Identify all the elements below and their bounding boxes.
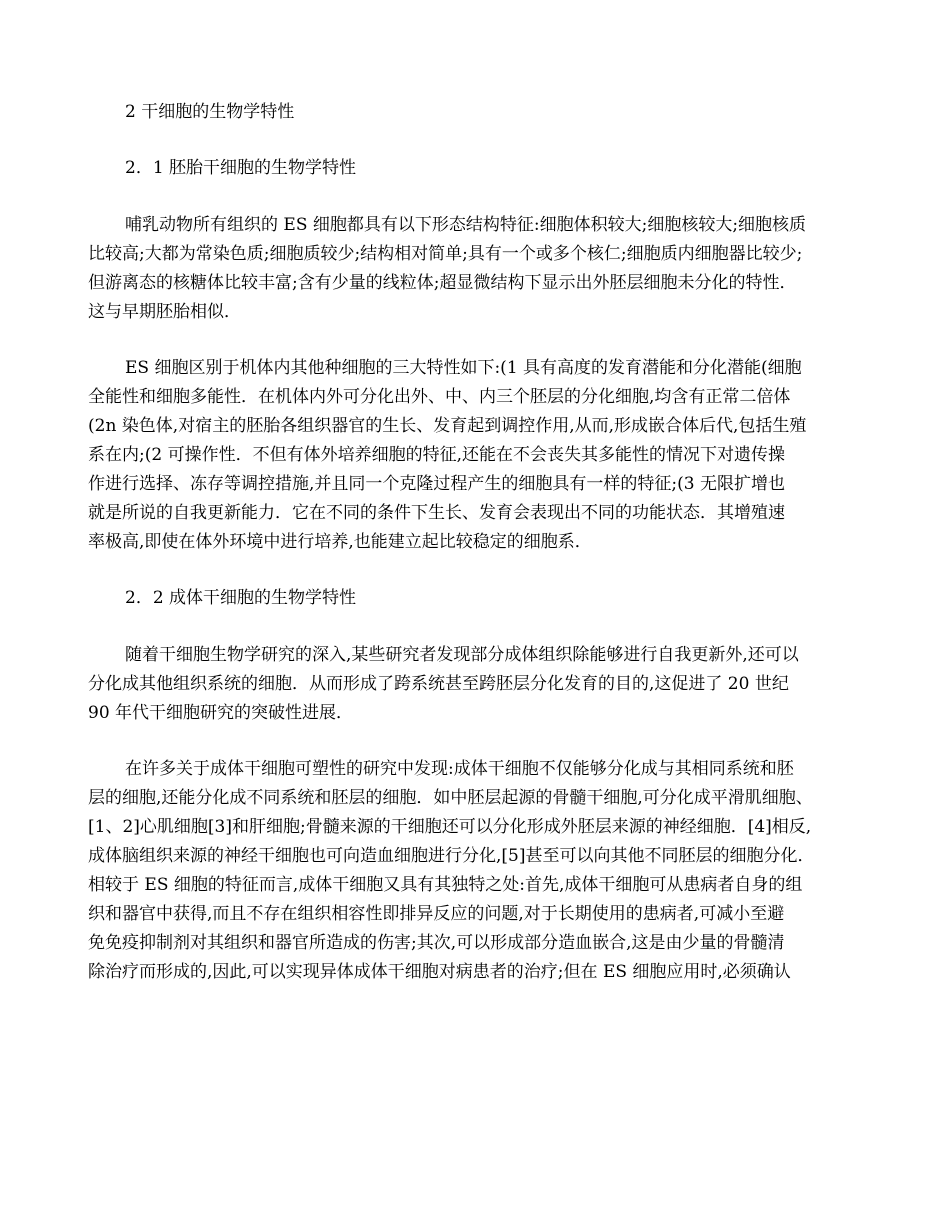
text-line: 系在内;(2 可操作性．不但有体外培养细胞的特征,还能在不会丧失其多能性的情况下对遗传操 <box>88 445 785 465</box>
text-line: 层的细胞,还能分化成不同系统和胚层的细胞．如中胚层起源的骨髓干细胞,可分化成平滑肌细胞、 <box>88 788 813 808</box>
text-line: 比较高;大都为常染色质;细胞质较少;结构相对简单;具有一个或多个核仁;细胞质内细胞器比较少; <box>88 244 803 264</box>
text-line: [1、2]心肌细胞[3]和肝细胞;骨髓来源的干细胞还可以分化形成外胚层来源的神经细胞．[4]相反, <box>88 817 812 837</box>
text-line: 成体脑组织来源的神经干细胞也可向造血细胞进行分化,[5]甚至可以向其他不同胚层的细胞分化． <box>88 846 815 866</box>
text-line: 除治疗而形成的,因此,可以实现异体成体干细胞对病患者的治疗;但在 ES 细胞应用时,必须确认 <box>88 962 791 982</box>
text-line: 分化成其他组织系统的细胞．从而形成了跨系统甚至跨胚层分化发育的目的,这促进了 20 世纪 <box>88 674 789 694</box>
text-line: 但游离态的核糖体比较丰富;含有少量的线粒体;超显微结构下显示出外胚层细胞未分化的特性． <box>88 273 797 293</box>
text-line: 全能性和细胞多能性．在机体内外可分化出外、中、内三个胚层的分化细胞,均含有正常二倍体 <box>88 387 791 407</box>
text-line: 就是所说的自我更新能力．它在不同的条件下生长、发育会表现出不同的功能状态．其增殖速 <box>88 503 785 523</box>
text-line: 免免疫抑制剂对其组织和器官所造成的伤害;其次,可以形成部分造血嵌合,这是由少量的骨髓清 <box>88 933 785 953</box>
text-line: 相较于 ES 细胞的特征而言,成体干细胞又具有其独特之处:首先,成体干细胞可从患病者自身的组 <box>88 875 803 895</box>
text-line: 率极高,即使在体外环境中进行培养,也能建立起比较稳定的细胞系． <box>88 532 592 552</box>
text-line: 这与早期胚胎相似． <box>88 302 241 322</box>
section-heading-2: 2 干细胞的生物学特性 <box>125 102 295 122</box>
text-line: 在许多关于成体干细胞可塑性的研究中发现:成体干细胞不仅能够分化成与其相同系统和胚 <box>125 759 794 779</box>
text-line: ES 细胞区别于机体内其他种细胞的三大特性如下:(1 具有高度的发育潜能和分化潜能(细胞 <box>125 358 802 378</box>
text-line: 织和器官中获得,而且不存在组织相容性即排异反应的问题,对于长期使用的患病者,可减小至避 <box>88 904 785 924</box>
text-line: 作进行选择、冻存等调控措施,并且同一个克隆过程产生的细胞具有一样的特征;(3 无限扩增也 <box>88 474 785 494</box>
text-line: 随着干细胞生物学研究的深入,某些研究者发现部分成体组织除能够进行自我更新外,还可以 <box>125 645 799 665</box>
text-line: 哺乳动物所有组织的 ES 细胞都具有以下形态结构特征:细胞体积较大;细胞核较大;细胞核质 <box>125 215 807 235</box>
text-line: (2n 染色体,对宿主的胚胎各组织器官的生长、发育起到调控作用,从而,形成嵌合体后代,包括生殖 <box>88 416 807 436</box>
text-line: 90 年代干细胞研究的突破性进展． <box>88 703 354 723</box>
subsection-heading-2-1: 2．1 胚胎干细胞的生物学特性 <box>125 158 357 178</box>
subsection-heading-2-2: 2．2 成体干细胞的生物学特性 <box>125 588 357 608</box>
